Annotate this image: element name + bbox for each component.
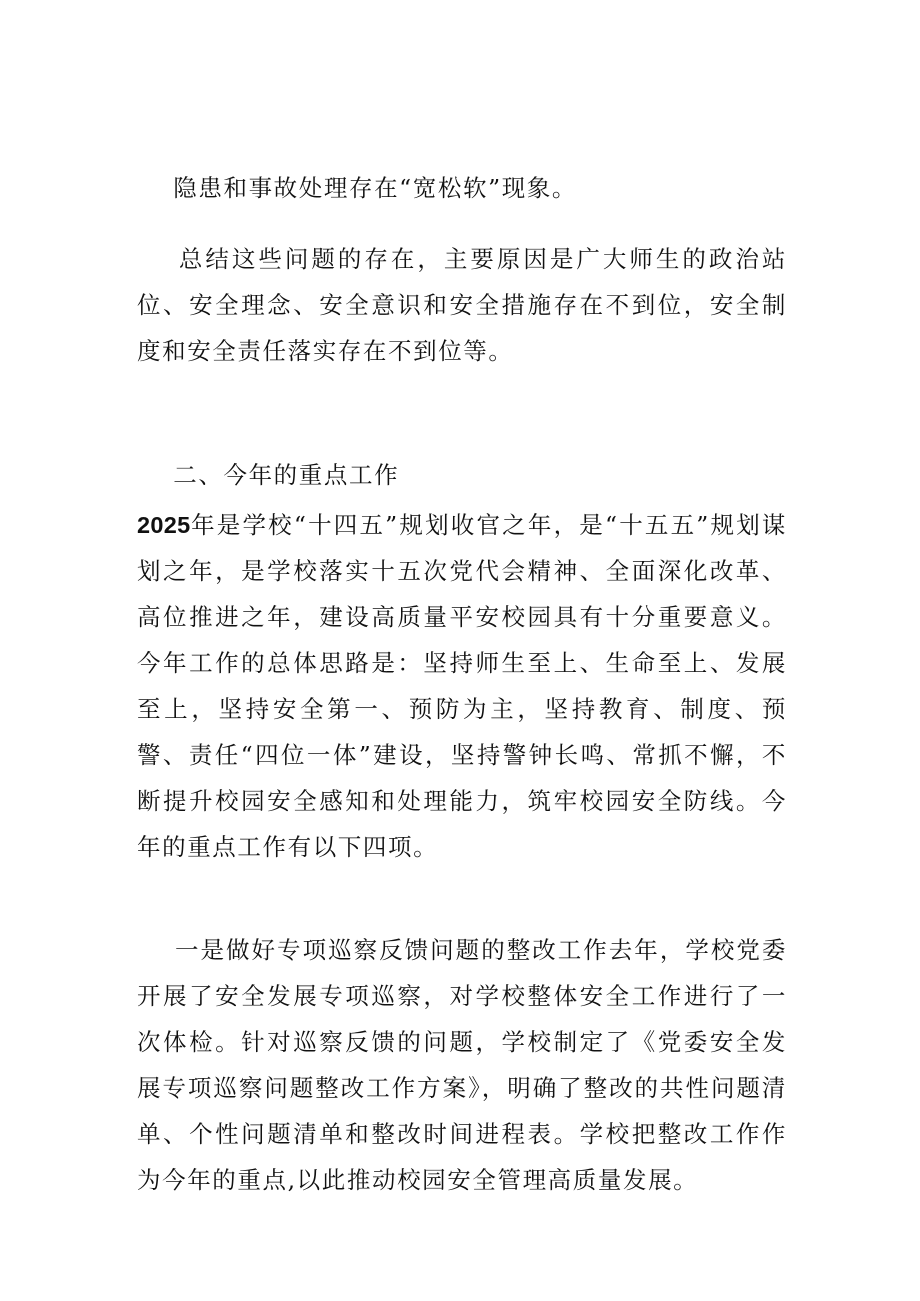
paragraph-rectification-work xyxy=(137,881,787,1249)
paragraph-text: 总结这些问题的存在，主要原因是广大师生的政治站位、安全理念、安全意识和安全措施存在不到位，安全制度和安全责任落实存在不到位等。 xyxy=(137,245,787,365)
paragraph-text: 一是做好专项巡察反馈问题的整改工作去年，学校党委开展了安全发展专项巡察，对学校整体安全工作进行了一次体检。针对巡察反馈的问题，学校制定了《党委安全发展专项巡察问题整改工作方案》，明确了整改的共性问题清单、个性问题清单和整改时间进程表。学校把整改工作作为今年的重点,以此推动校园安全管理高质量发展。 xyxy=(137,936,788,1194)
paragraph-text: 年是学校“十四五”规划收官之年，是“十五五”规划谋划之年，是学校落实十五次党代会精神、全面深化改革、高位推进之年，建设高质量平安校园具有十分重要意义。今年工作的总体思路是：坚持师生至上、生命至上、发展至上，坚持安全第一、预防为主，坚持教育、制度、预警、责任“四位一体”建设，坚持警钟长鸣、常抓不懈，不断提升校园安全感知和处理能力，筑牢校园安全防线。今年的重点工作有以下四项。 xyxy=(137,511,787,861)
paragraph-text: 隐患和事故处理存在“宽松软”现象。 xyxy=(173,174,578,202)
paragraph-problem-summary xyxy=(137,190,787,420)
paragraph-overall-approach xyxy=(137,502,787,870)
year-number: 2025 xyxy=(137,512,191,538)
heading-text: 二、今年的重点工作 xyxy=(173,461,400,489)
